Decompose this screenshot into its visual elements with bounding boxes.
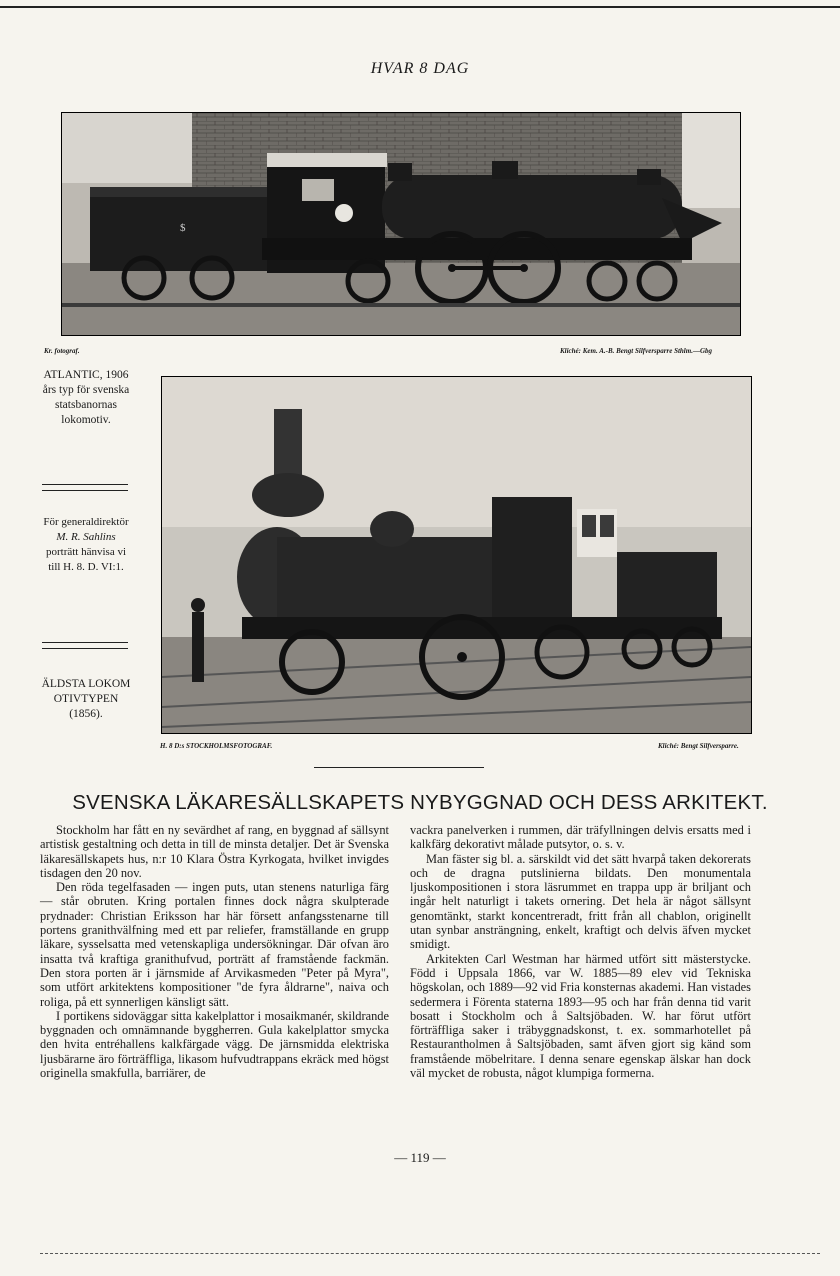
page-number: — 119 —: [394, 1150, 446, 1165]
caption-oldest-year: (1856).: [69, 708, 103, 720]
article-paragraph: Man fäster sig bl. a. särskildt vid det sätt hvarpå taken dekorerats och de dragna putslinierna bildats. Den monumentala ljuskompositionen i stora läsrummet en trappa upp är briljant och ingår helt naturligt i takets ornering. Det hela är något sällsynt genomtänkt, starkt koncentreradt, fritt från all chablon, originellt utan synbar ansträngning, enkelt, kraftigt och delvis äfven mycket smidigt.: [410, 851, 751, 952]
article-column-right: [410, 823, 751, 1080]
bottom-photo-credit-right: Kliché: Bengt Silfversparre.: [658, 742, 739, 750]
caption-oldest-locomotive: [40, 677, 132, 722]
caption-portrait-note: [40, 515, 132, 575]
running-header: HVAR 8 DAG: [370, 60, 470, 77]
atlantic-locomotive-photo: [61, 112, 741, 336]
caption-divider: [42, 490, 128, 491]
caption-portrait-line1: För generaldirektör: [43, 516, 129, 528]
article-paragraph: I portikens sidoväggar sitta kakelplattor i mosaikmanér, skildrande byggnaden och omnämnande byggherren. Gula kakelplattor smycka den hvita entréhallens kalkfärgade vägg. De järnsmidda elektriska ljusbärarne äro förträffliga, likasom hufvudtrappans ekräck med högst originella smakfulla, barriärer, de: [40, 1008, 389, 1081]
oldest-locomotive-photo: [161, 376, 752, 734]
caption-divider: [42, 648, 128, 649]
caption-portrait-name: M. R. Sahlins: [56, 531, 116, 543]
caption-divider: [42, 642, 128, 643]
caption-atlantic: ATLANTIC, 1906 års typ för svenska statsbanornas lokomotiv.: [42, 369, 130, 426]
title-rule: [314, 767, 484, 768]
bottom-photo-credit-left: H. 8 D:s STOCKHOLMSFOTOGRAF.: [160, 742, 273, 750]
article-paragraph: Arkitekten Carl Westman har härmed utfört sitt mästerstycke. Född i Uppsala 1866, var W. 1885—89 elev vid Tekniska högskolan, och 1889—92 vid Fria konsternas akademi. Han vistades sedermera i Förenta staterna 1893—95 och har från denna tid varit bosatt i Stockholm och å Saltsjöbaden. W. har förut utfört förträffliga saker i träbyggnadskonst, t. ex. sommarhotellet på Restaurantholmen å Saltsjöbaden, samt äfven gjort sig känd som framstående möbelritare. I denna senare egenskap älskar han dock väl mycket de robusta, något klumpiga formerna.: [410, 951, 751, 1081]
article-title: SVENSKA LÄKARESÄLLSKAPETS NYBYGGNAD OCH DESS ARKITEKT.: [72, 791, 768, 814]
article-paragraph: Den röda tegelfasaden — ingen puts, utan stenens naturliga färg — står obruten. Kring portalen finnes dock några skulpterade prydnader: Christian Eriksson har här försett anfangsstenarne till portens granithvälfning med ett par reliefer, framställande en grupp läkare, sysselsatta med vetenskapliga undersökningar. Där ofvan äro insatta två kraftiga granithufvud, porträtt af framstående fackmän. Den stora porten är i järnsmide af Arvikasmeden "Peter på Myra", som utfört arkitektens kompositioner "de fyra åldrarne", naiva och roliga, på ett synnerligen känsligt sätt.: [40, 880, 389, 1009]
article-paragraph: vackra panelverken i rummen, där träfyllningen delvis ersatts med i kalkfärg dekorativt målade putsytor, o. s. v.: [410, 823, 751, 852]
bottom-rule: [40, 1253, 820, 1254]
top-rule: [0, 6, 840, 8]
top-photo-credit-right: Kliché: Kem. A.-B. Bengt Silfversparre Sthlm.—Gbg: [560, 347, 712, 355]
caption-divider: [42, 484, 128, 485]
caption-portrait-line2: porträtt hänvisa vi till H. 8. D. VI:1.: [45, 546, 127, 573]
article-paragraph: Stockholm har fått en ny sevärdhet af rang, en byggnad af sällsynt artistisk gestaltning och detta in till de minsta detaljer. Det är Svenska läkaresällskapets hus, n:r 10 Klara Östra Kyrkogata, hvilket invigdes tisdagen den 20 nov.: [40, 823, 389, 880]
top-photo-credit-left: Kr. fotograf.: [44, 347, 80, 355]
caption-oldest-text: ÄLDSTA LOKOMOTIVTYPEN: [41, 678, 131, 705]
svg-text:$: $: [180, 222, 186, 234]
article-column-left: [40, 823, 389, 1080]
